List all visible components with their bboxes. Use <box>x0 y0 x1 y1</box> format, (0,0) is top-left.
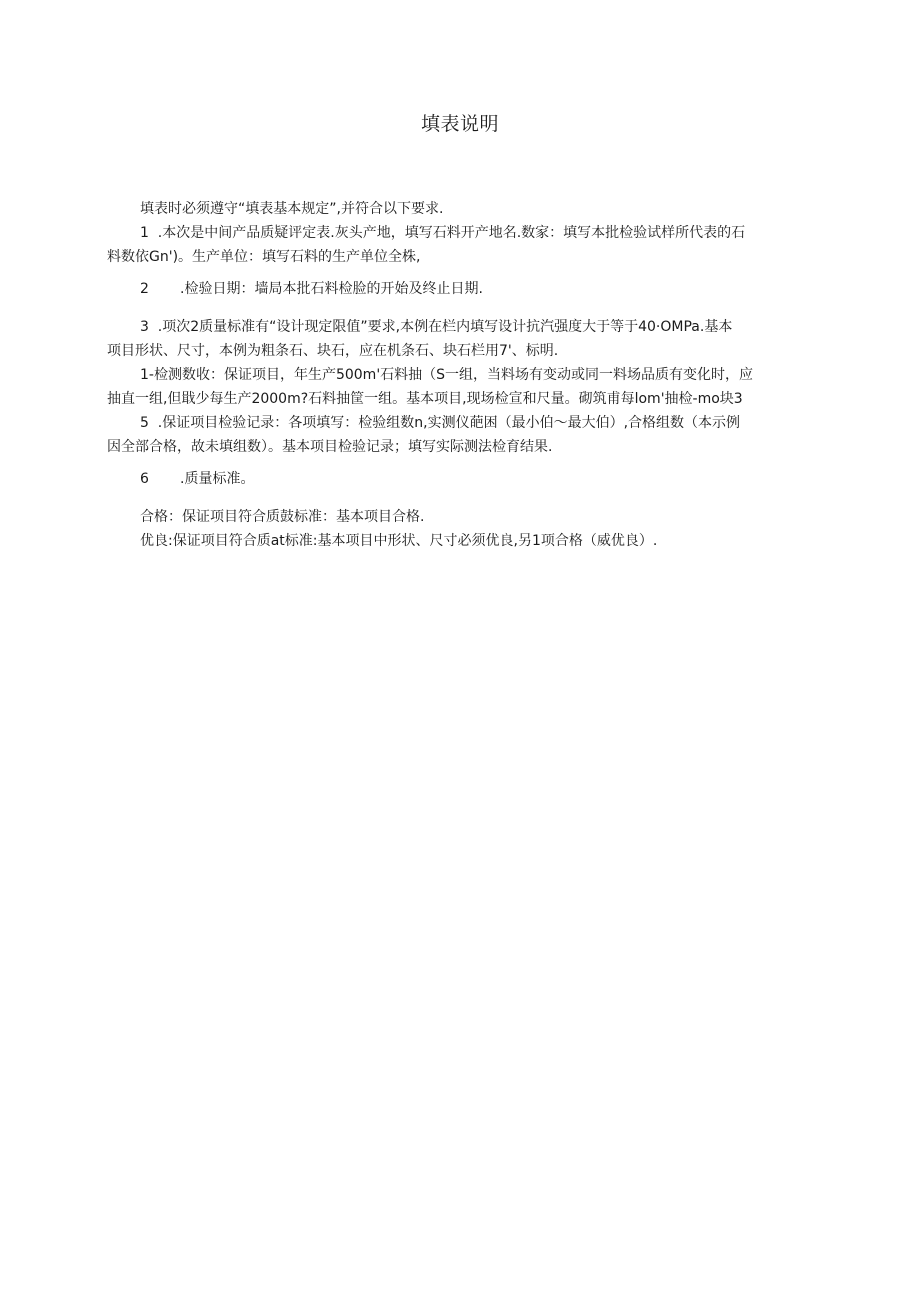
item-4-line-2: 抽直一组,但戢少每生产2000m?石料抽筐一组。基本项目,现场检宣和尺量。砌筑甫每lom'抽检-mo块3 <box>107 391 743 407</box>
item-6-line: 6 .质量标准。 <box>140 471 255 487</box>
item-5-line-1: 5 .保证项目检验记录：各项填写：检验组数n,实测仪葩困（最小伯〜最大伯）,合格组数（本示例 <box>140 415 741 431</box>
intro-line: 填表时必须遵守“填表基本规定”,并符合以下要求. <box>140 201 444 217</box>
item-1-line-1: 1 .本次是中间产品质疑评定表.灰头产地，填写石料开产地名.数家：填写本批检验试样所代表的石 <box>140 225 746 241</box>
item-5-line-2: 因全部合格，故未填组数）。基本项目检验记录；填写实际测法检育结果. <box>107 439 553 455</box>
item-1-line-2: 料数依Gn')。生产单位：填写石料的生产单位全株, <box>107 249 421 265</box>
excellent-line: 优良:保证项目符合质at标准:基本项目中形状、尺寸必须优良,另1项合格（威优良）. <box>140 533 658 549</box>
item-4-line-1: 1-检测数收：保证项目，年生产500m'石料抽（S一组，当料场有变动或同一料场品质有变化时，应 <box>140 367 754 383</box>
qualified-line: 合格：保证项目符合质鼓标准：基本项目合格. <box>140 509 425 525</box>
item-3-line-1: 3 .项次2质量标准有“设计现定限值”要求,本例在栏内填写设计抗汽强度大于等于40·OMPa.基本 <box>140 319 733 335</box>
item-2-line: 2 .检验日期：墙局本批石料检脸的开始及终止日期. <box>140 281 483 297</box>
item-3-line-2: 项目形状、尺寸，本例为粗条石、块石，应在机条石、块石栏用7'、标明. <box>107 343 559 359</box>
page-title: 填表说明 <box>420 113 499 135</box>
